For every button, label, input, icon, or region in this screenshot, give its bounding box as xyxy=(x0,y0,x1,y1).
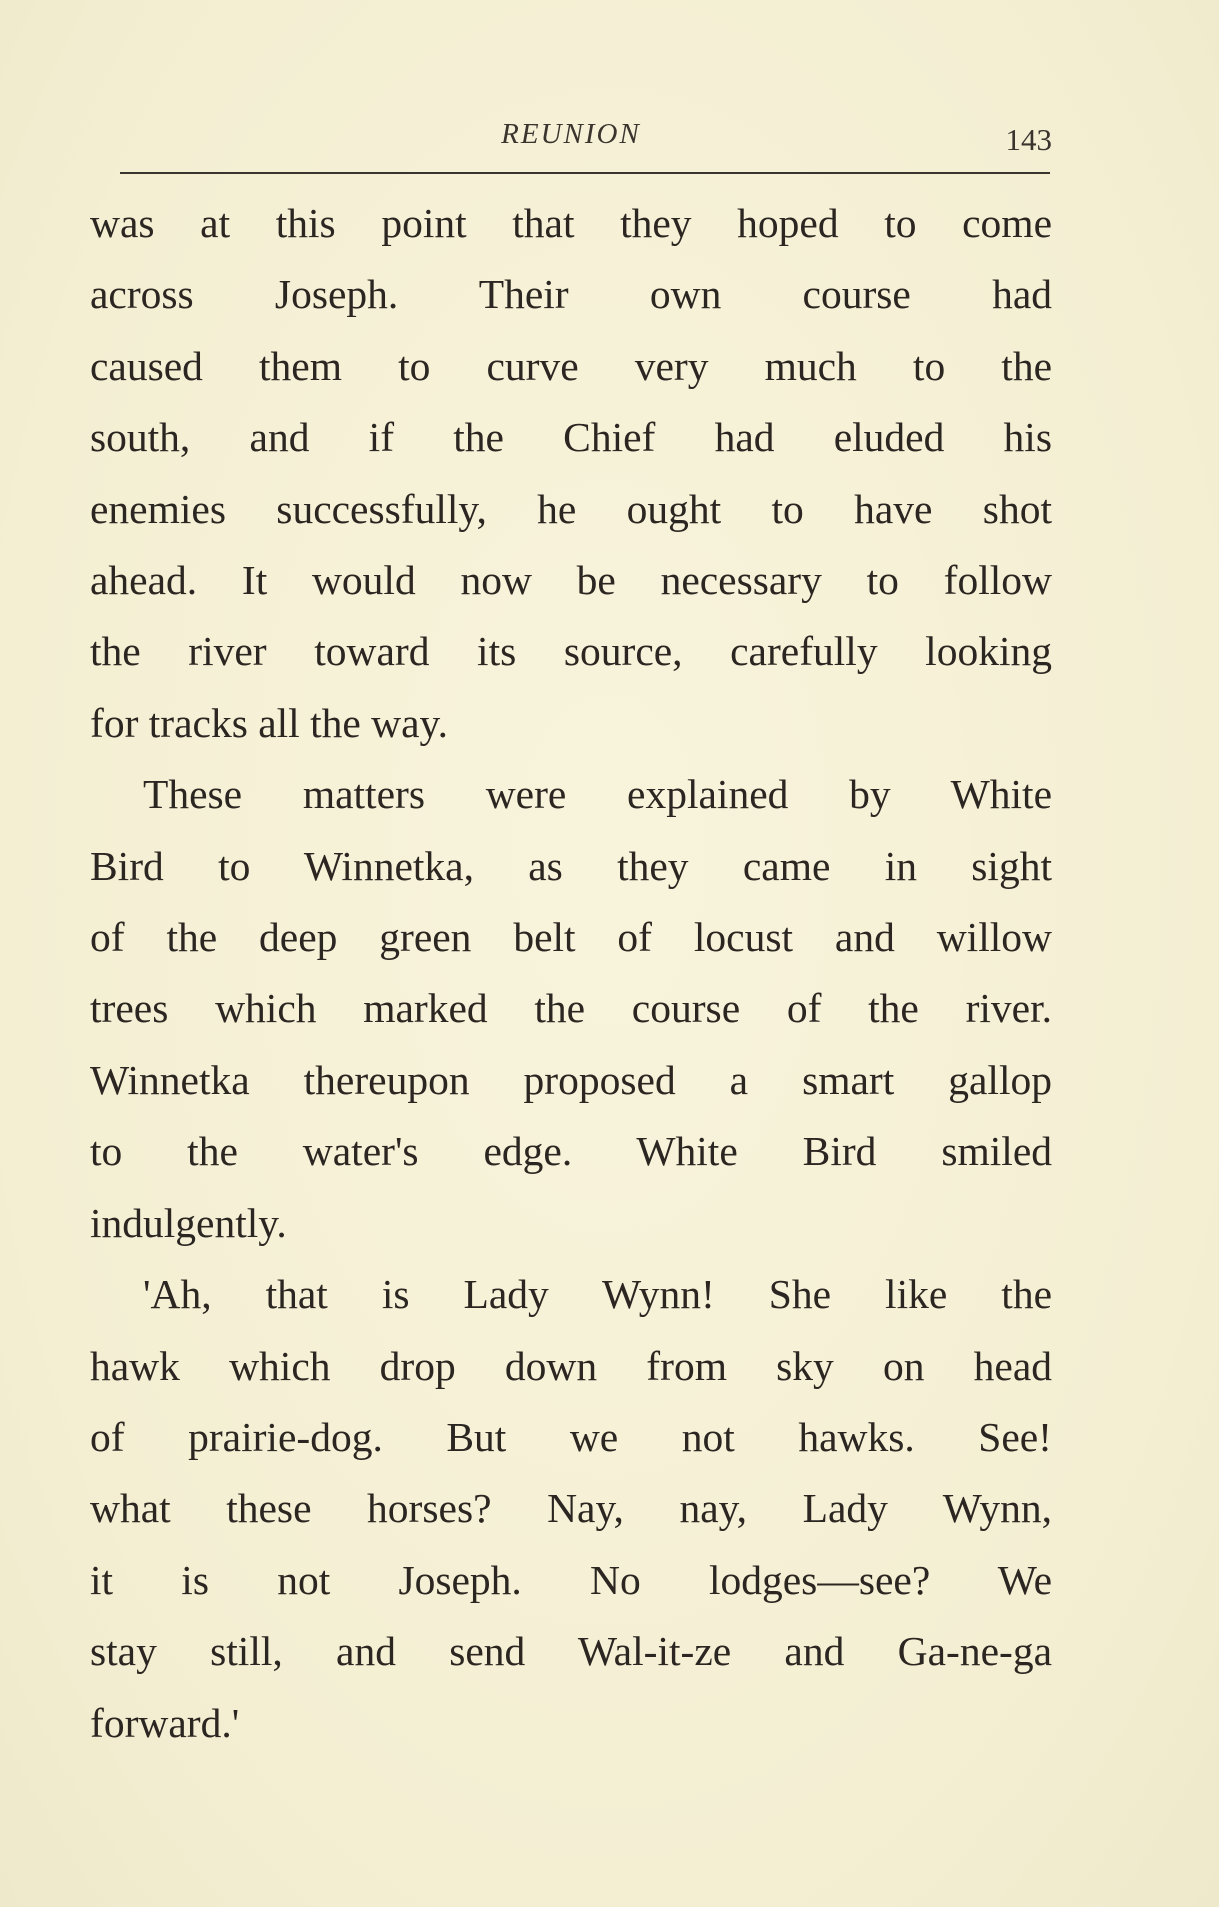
text-line: of prairie-dog. But we not hawks. See! xyxy=(90,1413,1052,1460)
running-title: REUNION xyxy=(501,118,641,150)
text-line: it is not Joseph. No lodges—see? We xyxy=(90,1556,1052,1603)
text-line: These matters were explained by White xyxy=(143,771,1052,818)
text-line: hawk which drop down from sky on head xyxy=(90,1342,1052,1389)
header-rule xyxy=(120,172,1050,174)
text-line: what these horses? Nay, nay, Lady Wynn, xyxy=(90,1485,1052,1532)
page-header xyxy=(90,118,1052,168)
text-line: of the deep green belt of locust and willow xyxy=(90,914,1052,961)
paragraph-3 xyxy=(90,1259,1052,1759)
text-line: 'Ah, that is Lady Wynn! She like the xyxy=(143,1271,1052,1318)
text-line: south, and if the Chief had eluded his xyxy=(90,414,1052,461)
text-line: the river toward its source, carefully looking xyxy=(90,628,1052,675)
text-line: stay still, and send Wal-it-ze and Ga-ne-ga xyxy=(90,1628,1052,1675)
page-number: 143 xyxy=(1005,122,1052,157)
paragraph-2 xyxy=(90,759,1052,1259)
text-line: Winnetka thereupon proposed a smart gallop xyxy=(90,1056,1052,1103)
text-line: ahead. It would now be necessary to follow xyxy=(90,557,1052,604)
text-line: across Joseph. Their own course had xyxy=(90,271,1052,318)
text-line: forward.' xyxy=(90,1699,240,1746)
paragraph-1 xyxy=(90,188,1052,759)
text-line: to the water's edge. White Bird smiled xyxy=(90,1128,1052,1175)
text-line: was at this point that they hoped to come xyxy=(90,200,1052,246)
body-text xyxy=(90,188,1052,1759)
text-line: Bird to Winnetka, as they came in sight xyxy=(90,842,1052,889)
text-line: enemies successfully, he ought to have shot xyxy=(90,485,1052,532)
text-line: caused them to curve very much to the xyxy=(90,342,1052,389)
text-line: trees which marked the course of the river. xyxy=(90,985,1052,1032)
text-line: for tracks all the way. xyxy=(90,699,448,746)
text-line: indulgently. xyxy=(90,1199,287,1246)
